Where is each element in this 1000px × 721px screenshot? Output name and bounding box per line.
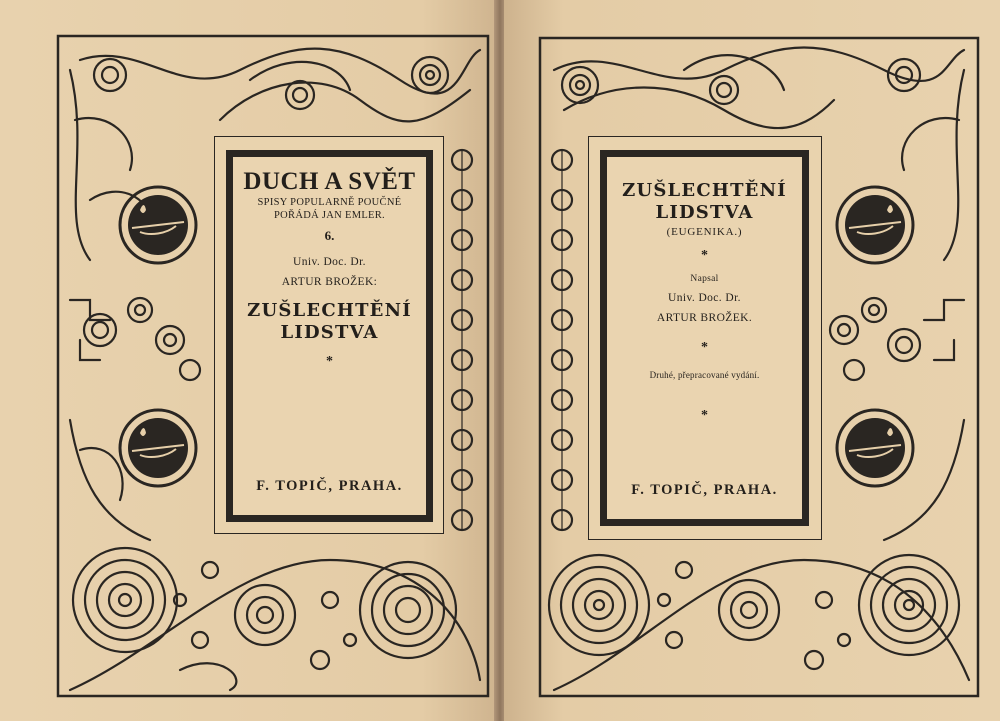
- separator-star-2: *: [701, 340, 708, 355]
- left-title-text: [226, 168, 433, 370]
- book-title-line1: ZUŠLECHTĚNÍ: [622, 180, 787, 201]
- left-page: [0, 0, 496, 721]
- publisher: F. TOPIČ, PRAHA.: [256, 478, 403, 494]
- separator-star-1: *: [701, 248, 708, 263]
- book-title-line2: LIDSTVA: [655, 202, 754, 223]
- book-title-line2: LIDSTVA: [280, 322, 379, 343]
- series-editor: POŘÁDÁ JAN EMLER.: [274, 210, 385, 221]
- separator-star-3: *: [701, 408, 708, 423]
- book-title-line1: ZUŠLECHTĚNÍ: [247, 300, 412, 321]
- volume-number: 6.: [324, 228, 335, 243]
- separator-star: *: [326, 354, 333, 369]
- author-name: ARTUR BROŽEK.: [656, 312, 753, 324]
- edition-note: Druhé, přepracované vydání.: [649, 370, 760, 380]
- right-page: [504, 0, 1000, 721]
- book-subtitle: (EUGENIKA.): [666, 226, 743, 238]
- right-publisher-block: [600, 482, 809, 499]
- series-subtitle: SPISY POPULARNĚ POUČNÉ: [257, 197, 402, 208]
- author-degree: Univ. Doc. Dr.: [668, 292, 741, 304]
- written-by: Napsal: [690, 274, 719, 284]
- publisher: F. TOPIČ, PRAHA.: [631, 482, 778, 498]
- author-degree: Univ. Doc. Dr.: [293, 256, 366, 268]
- series-title: DUCH A SVĚT: [243, 168, 416, 195]
- right-title-text: [600, 180, 809, 424]
- author-name: ARTUR BROŽEK:: [281, 276, 378, 288]
- left-publisher-block: [226, 478, 433, 495]
